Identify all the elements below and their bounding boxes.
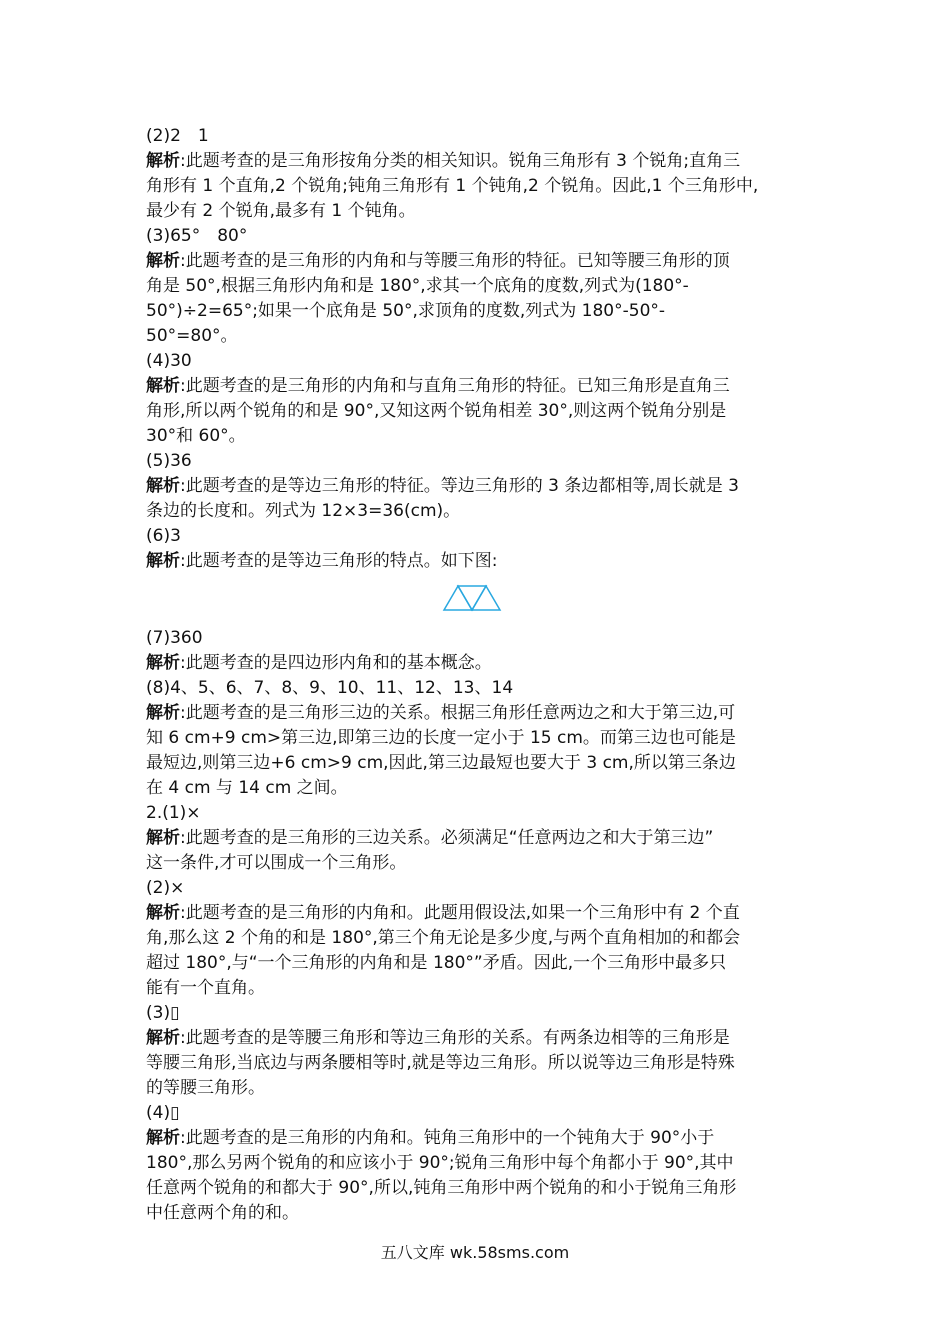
analysis-line: 解析:此题考查的是等腰三角形和等边三角形的关系。有两条边相等的三角形是 — [146, 1028, 730, 1048]
answer-line: (3)65° 80° — [146, 226, 248, 246]
analysis-line: 能有一个直角。 — [146, 978, 265, 998]
analysis-label: 解析 — [146, 703, 180, 723]
analysis-line: 解析:此题考查的是等边三角形的特征。等边三角形的 3 条边都相等,周长就是 3 — [146, 476, 739, 496]
analysis-line: 最少有 2 个锐角,最多有 1 个钝角。 — [146, 201, 416, 221]
answer-line: (4)▯ — [146, 1103, 180, 1123]
analysis-label: 解析 — [146, 551, 180, 571]
analysis-line: 最短边,则第三边+6 cm>9 cm,因此,第三边最短也要大于 3 cm,所以第三条边 — [146, 753, 736, 773]
answer-line: (6)3 — [146, 526, 181, 546]
page-footer: 五八文库 wk.58sms.com — [380, 1243, 570, 1262]
analysis-line: 的等腰三角形。 — [146, 1078, 265, 1098]
analysis-label: 解析 — [146, 1028, 180, 1048]
analysis-line: 超过 180°,与“一个三角形的内角和是 180°”矛盾。因此,一个三角形中最多只 — [146, 953, 727, 973]
answer-line: (2)2 1 — [146, 126, 209, 146]
analysis-line: 角形,所以两个锐角的和是 90°,又知这两个锐角相差 30°,则这两个锐角分别是 — [146, 401, 727, 421]
analysis-line: 任意两个锐角的和都大于 90°,所以,钝角三角形中两个锐角的和小于锐角三角形 — [146, 1178, 737, 1198]
analysis-line: 解析:此题考查的是三角形的内角和与直角三角形的特征。已知三角形是直角三 — [146, 376, 730, 396]
analysis-line: 角,那么这 2 个角的和是 180°,第三个角无论是多少度,与两个直角相加的和都会 — [146, 928, 741, 948]
analysis-line: 解析:此题考查的是四边形内角和的基本概念。 — [146, 653, 492, 673]
analysis-label: 解析 — [146, 251, 180, 271]
answer-line: (8)4、5、6、7、8、9、10、11、12、13、14 — [146, 678, 514, 698]
analysis-label: 解析 — [146, 151, 180, 171]
document-body — [146, 124, 811, 1226]
analysis-line: 这一条件,才可以围成一个三角形。 — [146, 853, 407, 873]
analysis-line: 30°和 60°。 — [146, 426, 246, 446]
analysis-label: 解析 — [146, 1128, 180, 1148]
analysis-line: 中任意两个角的和。 — [146, 1203, 299, 1223]
answer-line: 2.(1)× — [146, 803, 201, 823]
analysis-line: 解析:此题考查的是三角形三边的关系。根据三角形任意两边之和大于第三边,可 — [146, 703, 736, 723]
analysis-label: 解析 — [146, 476, 180, 496]
analysis-line: 角形有 1 个直角,2 个锐角;钝角三角形有 1 个钝角,2 个锐角。因此,1 个三角形中, — [146, 176, 759, 196]
analysis-label: 解析 — [146, 903, 180, 923]
analysis-line: 解析:此题考查的是三角形的内角和。此题用假设法,如果一个三角形中有 2 个直 — [146, 903, 740, 923]
analysis-line: 解析:此题考查的是三角形的内角和。钝角三角形中的一个钝角大于 90°小于 — [146, 1128, 715, 1148]
three-equilateral-triangles-icon — [442, 582, 506, 614]
answer-line: (5)36 — [146, 451, 192, 471]
triangle-figure — [146, 574, 811, 626]
analysis-line: 解析:此题考查的是三角形按角分类的相关知识。锐角三角形有 3 个锐角;直角三 — [146, 151, 741, 171]
analysis-line: 角是 50°,根据三角形内角和是 180°,求其一个底角的度数,列式为(180°- — [146, 276, 689, 296]
analysis-line: 180°,那么另两个锐角的和应该小于 90°;锐角三角形中每个角都小于 90°,其中 — [146, 1153, 734, 1173]
analysis-label: 解析 — [146, 653, 180, 673]
analysis-line: 条边的长度和。列式为 12×3=36(cm)。 — [146, 501, 461, 521]
analysis-label: 解析 — [146, 376, 180, 396]
answer-line: (4)30 — [146, 351, 192, 371]
analysis-line: 50°=80°。 — [146, 326, 238, 346]
analysis-line: 50°)÷2=65°;如果一个底角是 50°,求顶角的度数,列式为 180°-50°- — [146, 301, 666, 321]
analysis-line: 在 4 cm 与 14 cm 之间。 — [146, 778, 348, 798]
analysis-label: 解析 — [146, 828, 180, 848]
answer-line: (3)▯ — [146, 1003, 180, 1023]
answer-line: (2)× — [146, 878, 185, 898]
analysis-line: 解析:此题考查的是三角形的三边关系。必须满足“任意两边之和大于第三边” — [146, 828, 714, 848]
analysis-line: 解析:此题考查的是等边三角形的特点。如下图: — [146, 551, 498, 571]
analysis-line: 等腰三角形,当底边与两条腰相等时,就是等边三角形。所以说等边三角形是特殊 — [146, 1053, 735, 1073]
answer-line: (7)360 — [146, 628, 203, 648]
analysis-line: 知 6 cm+9 cm>第三边,即第三边的长度一定小于 15 cm。而第三边也可能是 — [146, 728, 736, 748]
analysis-line: 解析:此题考查的是三角形的内角和与等腰三角形的特征。已知等腰三角形的顶 — [146, 251, 730, 271]
